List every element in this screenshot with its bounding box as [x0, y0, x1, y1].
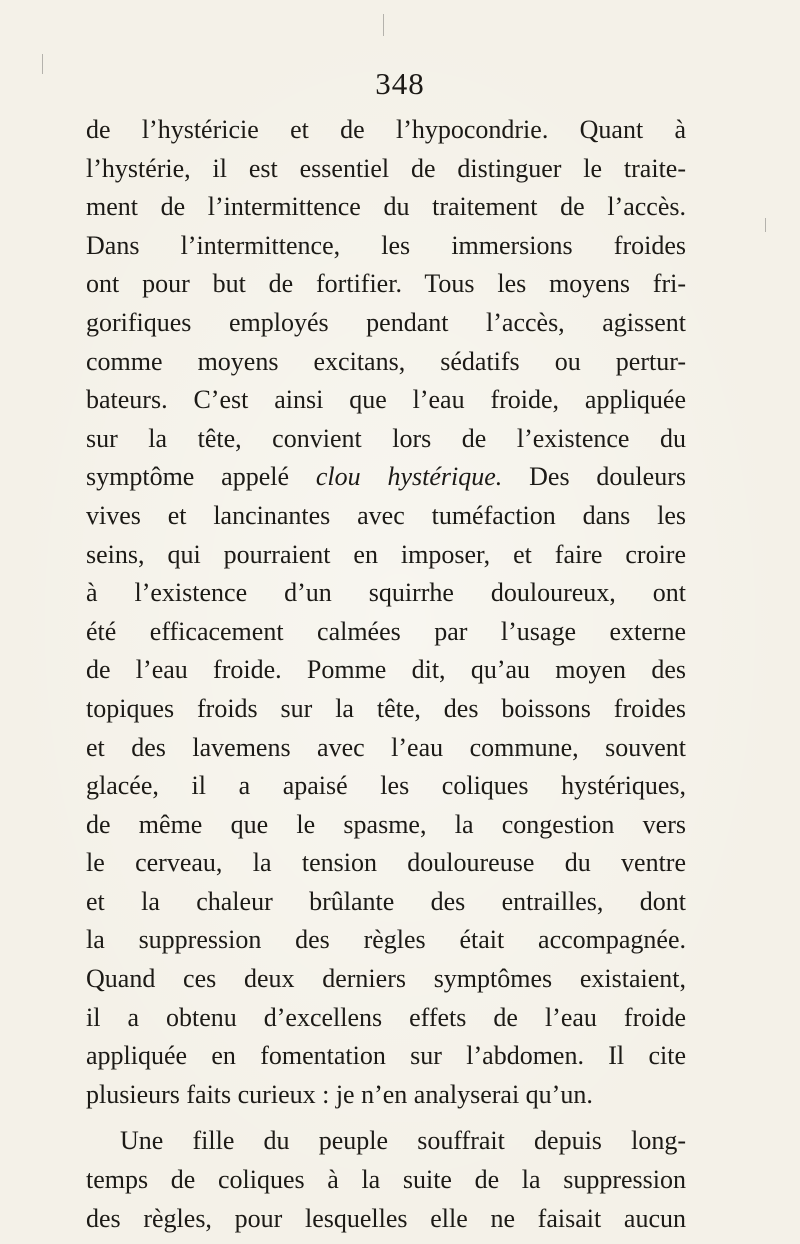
text-line: temps de coliques à la suite de la suppression — [86, 1165, 686, 1195]
text-line-with-italic — [86, 458, 686, 497]
text-line: été efficacement calmées par l’usage externe — [86, 616, 686, 646]
paragraph-2 — [86, 1122, 686, 1238]
text-line: des règles, pour lesquelles elle ne faisait aucun — [86, 1203, 686, 1233]
text-line: bateurs. C’est ainsi que l’eau froide, appliquée — [86, 385, 686, 415]
text-line: topiques froids sur la tête, des boissons froides — [86, 693, 686, 723]
text-line: de l’hystéricie et de l’hypocondrie. Quant à — [86, 115, 686, 144]
text-line: sur la tête, convient lors de l’existence du — [86, 423, 686, 453]
text-line: comme moyens excitans, sédatifs ou pertur- — [86, 346, 686, 376]
scan-mark — [765, 218, 766, 232]
text-line: vives et lancinantes avec tuméfaction dans les — [86, 500, 686, 530]
text-line: ment de l’intermittence du traitement de l’accès. — [86, 192, 686, 222]
text-line: et la chaleur brûlante des entrailles, dont — [86, 886, 686, 916]
text-line: la suppression des règles était accompagnée. — [86, 925, 686, 955]
text-line: ont pour but de fortifier. Tous les moyens fri- — [86, 269, 686, 299]
text-line: Dans l’intermittence, les immersions froides — [86, 230, 686, 260]
italic-term: clou hystérique. — [315, 462, 503, 492]
paragraph-gap — [86, 1114, 686, 1122]
text-segment: Des douleurs — [502, 462, 686, 492]
text-line: à l’existence d’un squirrhe douloureux, ont — [86, 578, 686, 608]
body-text — [86, 111, 686, 1238]
scan-mark — [383, 14, 384, 36]
text-segment: symptôme appelé — [86, 462, 316, 492]
text-line: plusieurs faits curieux : je n’en analyserai qu’un. — [86, 1079, 593, 1109]
text-line: de même que le spasme, la congestion vers — [86, 809, 686, 839]
text-line: Une fille du peuple souffrait depuis long- — [120, 1126, 686, 1156]
text-line: seins, qui pourraient en imposer, et faire croire — [86, 539, 686, 569]
text-line: glacée, il a apaisé les coliques hystériques, — [86, 771, 686, 801]
text-line: il a obtenu d’excellens effets de l’eau froide — [86, 1002, 686, 1032]
text-line: gorifiques employés pendant l’accès, agissent — [86, 307, 686, 337]
text-line: de l’eau froide. Pomme dit, qu’au moyen des — [86, 655, 686, 685]
page-number: 348 — [375, 66, 425, 101]
text-line: appliquée en fomentation sur l’abdomen. Il cite — [86, 1041, 686, 1071]
text-line: et des lavemens avec l’eau commune, souvent — [86, 732, 686, 762]
text-line: le cerveau, la tension douloureuse du ventre — [86, 848, 686, 878]
paragraph-1 — [86, 111, 686, 1114]
text-line: l’hystérie, il est essentiel de distinguer le traite- — [86, 153, 686, 183]
text-line: Quand ces deux derniers symptômes existaient, — [86, 964, 686, 994]
